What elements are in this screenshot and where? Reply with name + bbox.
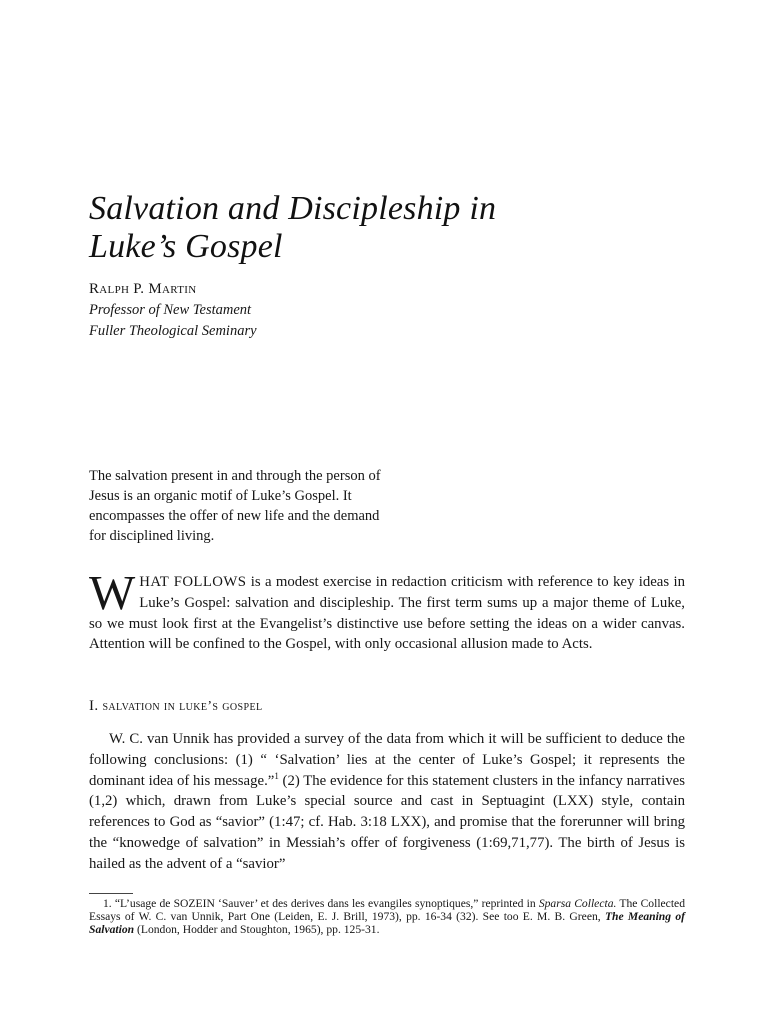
drop-cap: W <box>89 565 136 620</box>
intro-text: is a modest exercise in redaction criticism with reference to key ideas in Luke’s Gospel: salvation and discipleship. The first term sums up a major theme of Luke, so we must look first at the Evangelist’s distinctive use before setting the ideas on a wider canvas. Attention will be confined to the Gospel, with only occasional allusion made to Acts. <box>89 574 685 653</box>
article-title-line-1: Salvation and Discipleship in <box>89 190 497 227</box>
author-name: Ralph P. Martin <box>89 281 197 297</box>
footnote-text-c: (London, Hodder and Stoughton, 1965), pp. 125-31. <box>134 923 380 937</box>
section-1-paragraph <box>89 729 685 875</box>
section-number: I. <box>89 698 99 714</box>
section-title: salvation in luke’s gospel <box>102 699 263 714</box>
footnote-italic-b: The Meaning of Salvation <box>89 910 685 937</box>
intro-lead-caps: HAT FOLLOWS <box>139 574 247 590</box>
abstract-line: encompasses the offer of new life and the demand <box>89 508 380 524</box>
abstract <box>89 466 459 546</box>
section-1-text-b: (2) The evidence for this statement clusters in the infancy narratives (1,2) which, drawn from Luke’s special source and cast in Septuagint (LXX) style, contain references to God as “savior” (1:47; cf. Hab. 3:18 LXX), and promise that the forerunner will bring the “knowedge of salvation” in Messiah’s offer of forgiveness (1:69,71,77). The birth of Jesus is hailed as the advent of a “savior” <box>89 772 685 872</box>
footnote-text-a: 1. “L’usage de SOZEIN ‘Sauver’ et des derives dans les evangiles synoptiques,” reprinted in <box>103 897 539 910</box>
article-title <box>89 190 496 266</box>
author-block <box>89 279 257 342</box>
footnote-divider <box>89 893 133 894</box>
author-role: Professor of New Testament <box>89 302 252 318</box>
abstract-line: The salvation present in and through the person of <box>89 468 381 484</box>
footnote-1 <box>89 897 685 937</box>
section-1-text-a: W. C. van Unnik has provided a survey of the data from which it will be sufficient to deduce the following conclusions: (1) “ ‘Salvation’ lies at the center of Luke’s Gospel; it represents the dominant idea of his message.” <box>89 731 685 789</box>
section-heading <box>89 698 262 715</box>
footnote-italic-a: Sparsa Collecta. <box>538 897 617 910</box>
author-institution: Fuller Theological Seminary <box>89 323 257 339</box>
footnote-text-b: The Collected Essays of W. C. van Unnik, Part One (Leiden, E. J. Brill, 1973), pp. 16-34 (32). See too E. M. B. Green, <box>89 897 685 924</box>
article-title-line-2: Luke’s Gospel <box>89 228 283 265</box>
intro-paragraph <box>89 565 685 655</box>
footnote-reference[interactable]: 1 <box>274 770 279 781</box>
abstract-line: Jesus is an organic motif of Luke’s Gospel. It <box>89 488 352 504</box>
abstract-line: for disciplined living. <box>89 528 215 544</box>
